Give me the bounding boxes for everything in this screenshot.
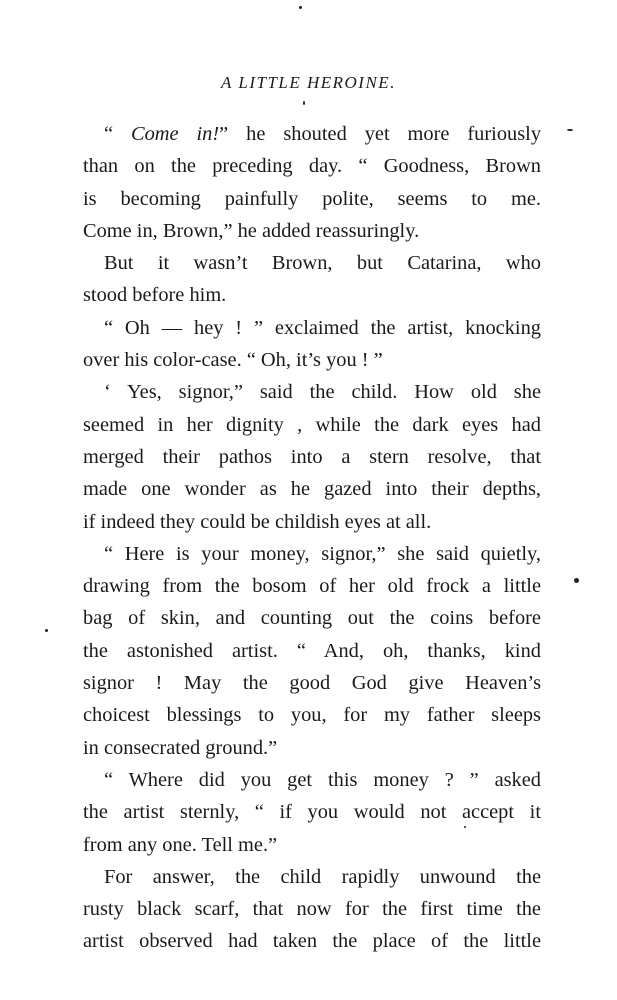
ink-speck — [299, 6, 302, 9]
text-line: is becoming painfully polite, seems to me. — [83, 187, 541, 210]
text-line: artist observed had taken the place of the little — [83, 930, 541, 953]
text-line: than on the preceding day. “ Goodness, Brown — [83, 155, 541, 178]
text-line: signor ! May the good God give Heaven’s — [83, 672, 541, 695]
text-line: “ Where did you get this money ? ” asked — [104, 768, 541, 791]
text-line: drawing from the bosom of her old frock a little — [83, 575, 541, 598]
text-line: ‘ Yes, signor,” said the child. How old she — [104, 381, 541, 404]
ink-speck — [574, 578, 579, 583]
text-line: merged their pathos into a stern resolve, that — [83, 445, 541, 468]
text-line — [83, 118, 541, 150]
ink-speck — [464, 826, 466, 828]
text-line: seemed in her dignity , while the dark eyes had — [83, 413, 541, 436]
text-segment: ” he shouted yet more furiously — [219, 123, 542, 145]
text-line: in consecrated ground.” — [83, 736, 278, 759]
text-line: from any one. Tell me.” — [83, 833, 278, 856]
running-head: A LITTLE HEROINE. — [221, 73, 396, 92]
text-line: rusty black scarf, that now for the first time the — [83, 898, 541, 921]
text-line: For answer, the child rapidly unwound the — [104, 865, 541, 888]
text-line: “ Oh — hey ! ” exclaimed the artist, knocking — [104, 316, 541, 339]
text-line: “ Here is your money, signor,” she said quietly, — [104, 542, 541, 565]
text-line: if indeed they could be childish eyes at all. — [83, 510, 432, 533]
text-line: But it wasn’t Brown, but Catarina, who — [104, 252, 541, 275]
text-segment: “ — [104, 123, 131, 145]
ink-speck — [303, 101, 305, 105]
text-line: the artist sternly, “ if you would not accept it — [83, 801, 541, 824]
ink-speck — [45, 629, 48, 632]
page-text — [83, 118, 541, 958]
text-line: stood before him. — [83, 284, 227, 307]
text-line: made one wonder as he gazed into their depths, — [83, 478, 541, 501]
text-line: over his color-case. “ Oh, it’s you ! ” — [83, 349, 383, 372]
ink-speck — [567, 129, 573, 131]
italic-text: Come in! — [131, 123, 220, 145]
text-line: the astonished artist. “ And, oh, thanks, kind — [83, 639, 541, 662]
text-line: Come in, Brown,” he added reassuringly. — [83, 219, 420, 242]
text-line: bag of skin, and counting out the coins before — [83, 607, 541, 630]
text-line: choicest blessings to you, for my father sleeps — [83, 704, 541, 727]
